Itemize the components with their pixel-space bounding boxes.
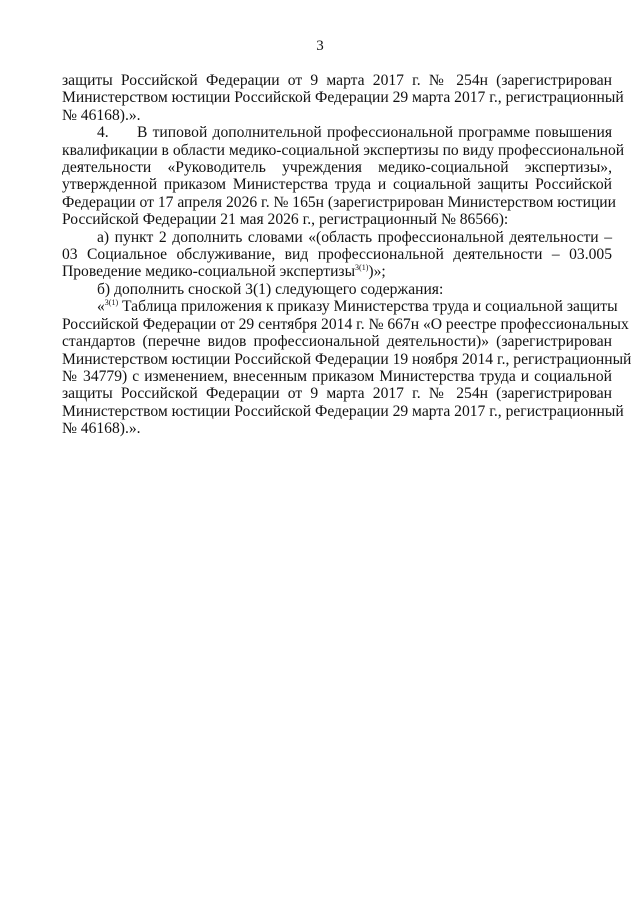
item-number: 4. <box>97 124 109 142</box>
text-line: Министерством юстиции Российской Федерации 19 ноября 2014 г., регистрационный <box>62 350 632 368</box>
text-fragment: Таблица приложения к приказу Министерства труда и социальной защиты <box>118 298 618 316</box>
text-fragment: )»; <box>368 263 386 281</box>
footnote-marker: 3(1) <box>104 298 119 308</box>
text-line: Министерством юстиции Российской Федерации 29 марта 2017 г., регистрационный <box>62 89 624 107</box>
footnote-ref: 3(1) <box>355 263 369 273</box>
text-line: защиты Российской Федерации от 9 марта 2017 г. № 254н (зарегистрирован <box>62 385 612 403</box>
document-body <box>62 72 632 438</box>
text-line: утвержденной приказом Министерства труда и социальной защиты Российской <box>62 176 612 194</box>
text-line: Министерством юстиции Российской Федерации 29 марта 2017 г., регистрационный <box>62 402 624 420</box>
text-line: 03 Социальное обслуживание, вид профессиональной деятельности – 03.005 <box>62 246 612 264</box>
text-line: Федерации от 17 апреля 2026 г. № 165н (зарегистрирован Министерством юстиции <box>62 193 616 211</box>
text-line: деятельности «Руководитель учреждения медико-социальной экспертизы», <box>62 159 612 177</box>
text-line: квалификации в области медико-социальной экспертизы по виду профессиональной <box>62 141 625 159</box>
text-line: № 34779) с изменением, внесенным приказом Министерства труда и социальной <box>62 367 612 385</box>
text-line: Российской Федерации 21 мая 2026 г., регистрационный № 86566): <box>62 211 509 229</box>
item-4-heading-line <box>62 124 612 141</box>
page-number: 3 <box>316 38 324 54</box>
subitem-b-line: б) дополнить сноской 3(1) следующего содержания: <box>97 280 444 298</box>
text-line: № 46168).». <box>62 106 141 124</box>
text-fragment: В типовой дополнительной профессиональной программе повышения <box>137 124 612 142</box>
subitem-a-line: а) пункт 2 дополнить словами «(область профессиональной деятельности – <box>97 228 612 246</box>
text-line-with-footnote-ref <box>62 263 612 280</box>
text-line: защиты Российской Федерации от 9 марта 2017 г. № 254н (зарегистрирован <box>62 72 612 89</box>
text-line: № 46168).». <box>62 420 141 438</box>
text-line: Российской Федерации от 29 сентября 2014 г. № 667н «О реестре профессиональных <box>62 315 629 333</box>
text-line: стандартов (перечне видов профессиональной деятельности)» (зарегистрирован <box>62 333 612 351</box>
open-quote: « <box>97 298 105 316</box>
footnote-text-first-line <box>62 298 618 316</box>
text-fragment: Проведение медико-социальной экспертизы <box>62 263 356 281</box>
